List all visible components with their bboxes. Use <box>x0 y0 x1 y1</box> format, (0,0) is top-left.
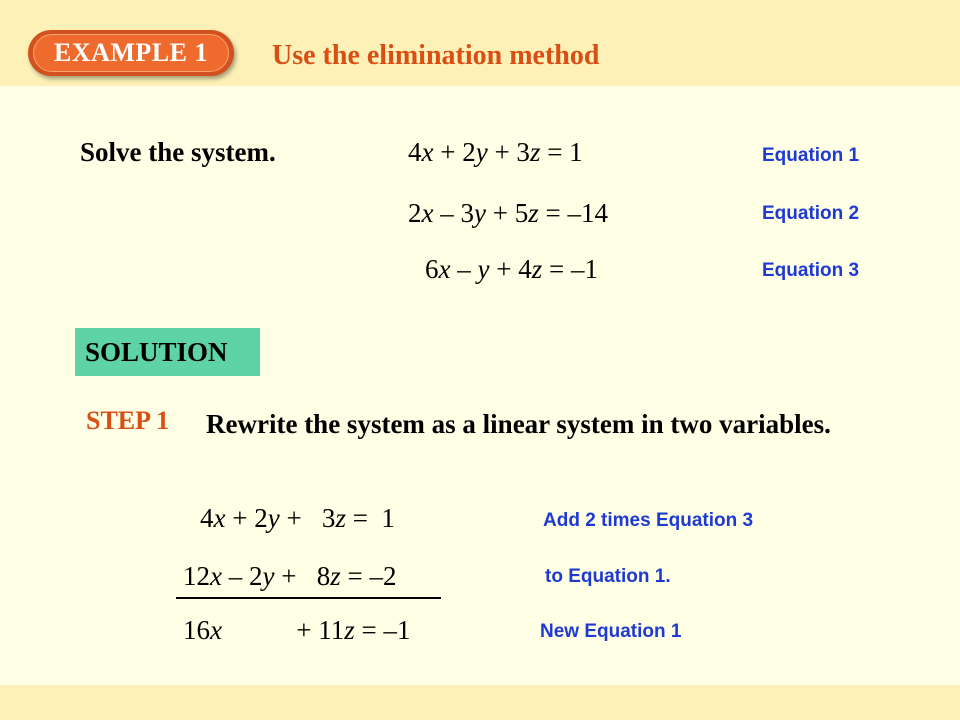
equation-1: 4x + 2y + 3z = 1 <box>408 137 583 167</box>
work-note-1: Add 2 times Equation 3 <box>543 510 754 531</box>
solution-label: SOLUTION <box>75 328 260 376</box>
equation-3-tag: Equation 3 <box>762 260 860 281</box>
bottom-band <box>0 685 960 720</box>
page-title: Use the elimination method <box>272 40 600 71</box>
step-label: STEP 1 <box>86 406 170 435</box>
example-badge <box>28 30 234 76</box>
work-note-3: New Equation 1 <box>540 621 682 642</box>
problem-prompt: Solve the system. <box>80 137 276 167</box>
equation-3: 6x – y + 4z = –1 <box>425 254 598 284</box>
step-description: Rewrite the system as a linear system in two variables. <box>206 409 831 439</box>
sum-rule <box>176 597 441 599</box>
work-note-2: to Equation 1. <box>545 566 671 587</box>
work-line-3: 16x + 11z = –1 <box>183 615 411 645</box>
equation-2: 2x – 3y + 5z = –14 <box>408 198 608 228</box>
equation-1-tag: Equation 1 <box>762 145 860 166</box>
equation-2-tag: Equation 2 <box>762 203 860 224</box>
example-badge-label: EXAMPLE 1 <box>33 34 229 72</box>
work-line-2: 12x – 2y + 8z = –2 <box>183 561 397 591</box>
work-line-1: 4x + 2y + 3z = 1 <box>200 503 395 533</box>
